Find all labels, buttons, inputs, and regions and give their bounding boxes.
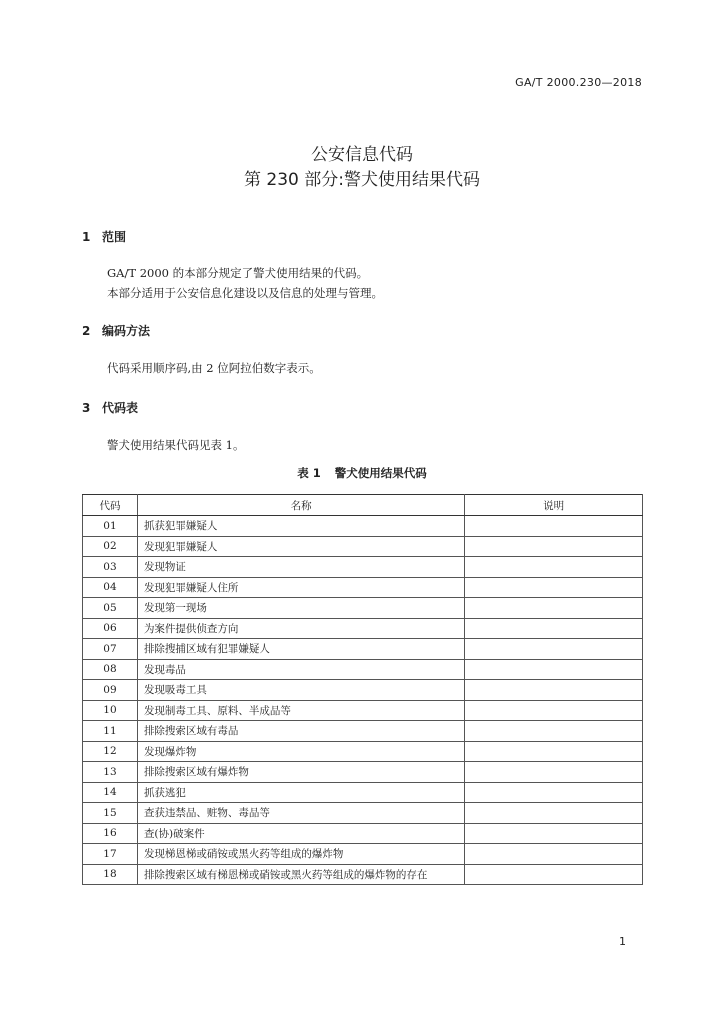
cell-name: 抓获逃犯 — [137, 782, 464, 803]
section-2-paragraph-1: 代码采用顺序码,由 2 位阿拉伯数字表示。 — [107, 361, 321, 375]
cell-remark — [465, 536, 643, 557]
section-3-heading — [82, 399, 138, 416]
cell-name: 查获违禁品、赃物、毒品等 — [137, 803, 464, 824]
cell-remark — [465, 864, 643, 885]
code-table — [82, 494, 643, 885]
table-row — [83, 741, 643, 762]
header-code: 代码 — [83, 495, 138, 516]
table-row — [83, 762, 643, 783]
table-row — [83, 557, 643, 578]
cell-name: 抓获犯罪嫌疑人 — [137, 516, 464, 537]
cell-code: 18 — [83, 864, 138, 885]
cell-remark — [465, 782, 643, 803]
cell-name: 排除搜索区域有爆炸物 — [137, 762, 464, 783]
section-number: 3 — [82, 401, 91, 415]
cell-name: 发现犯罪嫌疑人住所 — [137, 577, 464, 598]
cell-remark — [465, 618, 643, 639]
section-1-paragraph-1: GA/T 2000 的本部分规定了警犬使用结果的代码。 — [107, 266, 369, 280]
section-number: 1 — [82, 230, 91, 244]
section-3-paragraph-1: 警犬使用结果代码见表 1。 — [107, 438, 245, 452]
cell-code: 06 — [83, 618, 138, 639]
cell-name: 查(协)破案件 — [137, 823, 464, 844]
table-caption-label: 表 1 — [297, 466, 321, 480]
cell-code: 12 — [83, 741, 138, 762]
table-caption — [0, 465, 724, 481]
cell-name: 排除搜索区域有毒品 — [137, 721, 464, 742]
section-title: 编码方法 — [102, 324, 151, 338]
cell-code: 02 — [83, 536, 138, 557]
document-title-line1: 公安信息代码 — [311, 145, 413, 165]
cell-remark — [465, 639, 643, 660]
cell-remark — [465, 659, 643, 680]
page-number: 1 — [619, 935, 626, 948]
table-header-row — [83, 495, 643, 516]
cell-code: 04 — [83, 577, 138, 598]
cell-name: 发现第一现场 — [137, 598, 464, 619]
cell-code: 17 — [83, 844, 138, 865]
cell-remark — [465, 762, 643, 783]
cell-name: 发现犯罪嫌疑人 — [137, 536, 464, 557]
cell-code: 03 — [83, 557, 138, 578]
section-2-heading — [82, 322, 150, 339]
cell-name: 排除搜捕区域有犯罪嫌疑人 — [137, 639, 464, 660]
section-1-heading — [82, 228, 126, 245]
table-row — [83, 803, 643, 824]
cell-remark — [465, 823, 643, 844]
cell-code: 14 — [83, 782, 138, 803]
table-row — [83, 516, 643, 537]
cell-name: 为案件提供侦查方向 — [137, 618, 464, 639]
cell-name: 发现制毒工具、原料、半成品等 — [137, 700, 464, 721]
cell-remark — [465, 516, 643, 537]
table-caption-title: 警犬使用结果代码 — [334, 466, 427, 480]
section-title: 代码表 — [102, 401, 139, 415]
cell-code: 16 — [83, 823, 138, 844]
cell-code: 05 — [83, 598, 138, 619]
header-remark: 说明 — [465, 495, 643, 516]
table-row — [83, 598, 643, 619]
cell-remark — [465, 598, 643, 619]
cell-code: 10 — [83, 700, 138, 721]
cell-remark — [465, 803, 643, 824]
cell-name: 发现毒品 — [137, 659, 464, 680]
table-row — [83, 823, 643, 844]
cell-code: 15 — [83, 803, 138, 824]
table-row — [83, 721, 643, 742]
table-body — [83, 516, 643, 885]
header-name: 名称 — [137, 495, 464, 516]
table-row — [83, 680, 643, 701]
document-title-line2: 第 230 部分:警犬使用结果代码 — [244, 170, 480, 190]
cell-remark — [465, 700, 643, 721]
cell-remark — [465, 721, 643, 742]
cell-name: 发现吸毒工具 — [137, 680, 464, 701]
cell-remark — [465, 577, 643, 598]
cell-code: 08 — [83, 659, 138, 680]
cell-name: 发现梯恩梯或硝铵或黑火药等组成的爆炸物 — [137, 844, 464, 865]
table-row — [83, 864, 643, 885]
cell-name: 排除搜索区域有梯恩梯或硝铵或黑火药等组成的爆炸物的存在 — [137, 864, 464, 885]
section-number: 2 — [82, 324, 91, 338]
table-row — [83, 536, 643, 557]
section-title: 范围 — [102, 230, 127, 244]
section-1-paragraph-2: 本部分适用于公安信息化建设以及信息的处理与管理。 — [107, 286, 383, 300]
cell-remark — [465, 741, 643, 762]
standard-code: GA/T 2000.230—2018 — [515, 76, 642, 89]
table-row — [83, 577, 643, 598]
cell-remark — [465, 844, 643, 865]
cell-code: 13 — [83, 762, 138, 783]
table-row — [83, 618, 643, 639]
cell-name: 发现物证 — [137, 557, 464, 578]
table-row — [83, 659, 643, 680]
cell-remark — [465, 557, 643, 578]
table-row — [83, 700, 643, 721]
cell-code: 07 — [83, 639, 138, 660]
table-row — [83, 782, 643, 803]
table-row — [83, 844, 643, 865]
cell-name: 发现爆炸物 — [137, 741, 464, 762]
cell-code: 09 — [83, 680, 138, 701]
cell-code: 11 — [83, 721, 138, 742]
cell-code: 01 — [83, 516, 138, 537]
table-row — [83, 639, 643, 660]
cell-remark — [465, 680, 643, 701]
